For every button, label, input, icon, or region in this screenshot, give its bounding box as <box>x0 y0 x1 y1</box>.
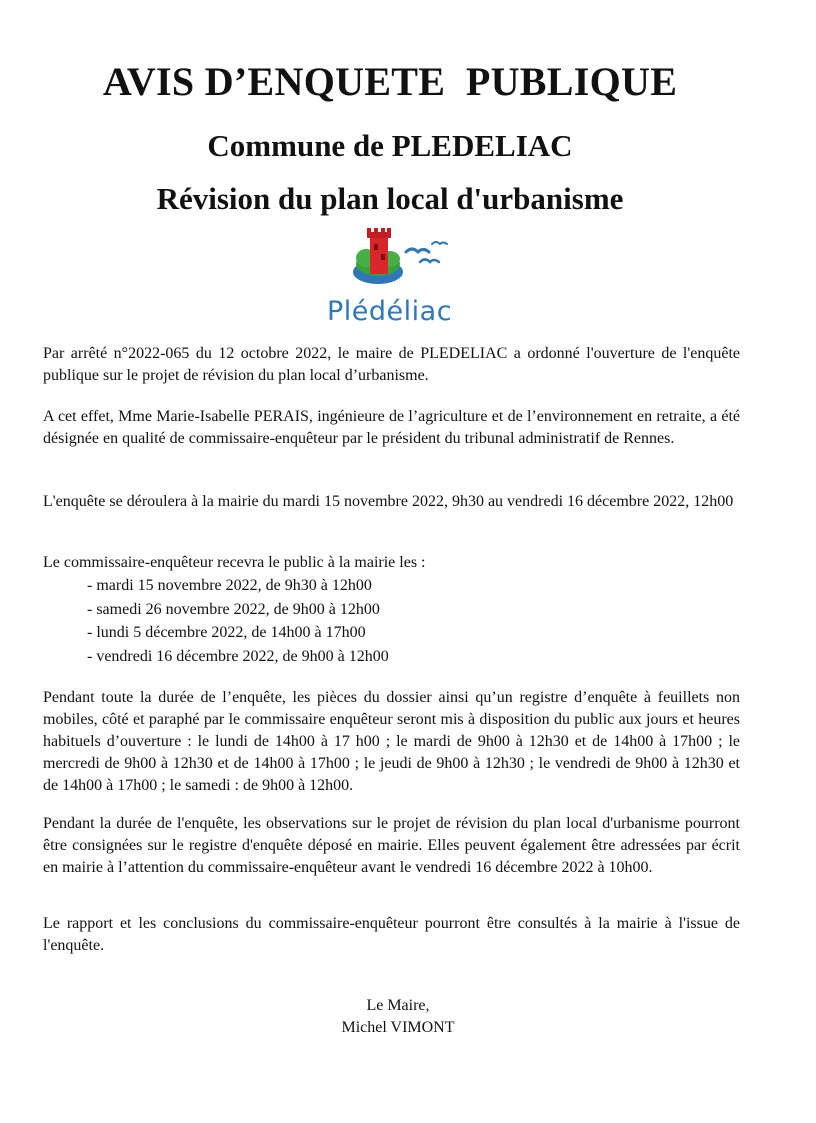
permanences-intro: Le commissaire-enquêteur recevra le public à la mairie les : <box>43 554 426 571</box>
list-item: - vendredi 16 décembre 2022, de 9h00 à 12h00 <box>87 647 389 665</box>
list-item: - lundi 5 décembre 2022, de 14h00 à 17h00 <box>87 624 366 641</box>
signature-block <box>280 995 516 1039</box>
paragraph-dossier: Pendant toute la durée de l’enquête, les pièces du dossier ainsi qu’un registre d’enquête à feuillets non mobiles, côté et paraphé par le commissaire enquêteur seront mis à disposition du public aux jours et heures habituels d’ouverture : le lundi de 14h00 à 17 h00 ; le mardi de 9h00 à 12h30 et de 14h00 à 17h00 ; le mercredi de 9h00 à 12h30 et de 14h00 à 17h00 ; le jeudi de 9h00 à 12h30 ; le vendredi de 9h00 à 12h30 et de 14h00 à 17h00 ; le samedi : de 9h00 à 12h00. <box>43 689 740 794</box>
paragraph-commissaire: A cet effet, Mme Marie-Isabelle PERAIS, ingénieure de l’agriculture et de l’environnement en retraite, a été désignée en qualité de commissaire-enquêteur par le président du tribunal administratif de Rennes. <box>43 408 740 447</box>
subject-heading: Révision du plan local d'urbanisme <box>156 181 624 216</box>
permanences-list <box>43 574 740 668</box>
permanences-block <box>43 552 740 668</box>
signature-role: Le Maire, <box>366 997 430 1014</box>
paragraph-rapport: Le rapport et les conclusions du commissaire-enquêteur pourront être consultés à la mairie à l'issue de l'enquête. <box>43 915 740 954</box>
logo-wordmark: Plédéliac <box>327 296 453 327</box>
paragraph-observations: Pendant la durée de l'enquête, les observations sur le projet de révision du plan local d'urbanisme pourront être consignées sur le registre d'enquête déposé en mairie. Elles peuvent également être adressées par écrit en mairie à l’attention du commissaire-enquêteur avant le vendredi 16 décembre 2022 à 10h00. <box>43 815 740 876</box>
list-item: - mardi 15 novembre 2022, de 9h30 à 12h00 <box>87 577 372 594</box>
paragraph-dates: L'enquête se déroulera à la mairie du mardi 15 novembre 2022, 9h30 au vendredi 16 décembre 2022, 12h00 <box>43 493 734 510</box>
signature-name: Michel VIMONT <box>341 1019 455 1036</box>
paragraph-arrete: Par arrêté n°2022-065 du 12 octobre 2022, le maire de PLEDELIAC a ordonné l'ouverture de l'enquête publique sur le projet de révision du plan local d’urbanisme. <box>43 345 740 384</box>
list-item: - samedi 26 novembre 2022, de 9h00 à 12h00 <box>87 600 380 618</box>
notice-title: AVIS D’ENQUETE PUBLIQUE <box>102 59 678 104</box>
commune-heading: Commune de PLEDELIAC <box>207 128 573 163</box>
